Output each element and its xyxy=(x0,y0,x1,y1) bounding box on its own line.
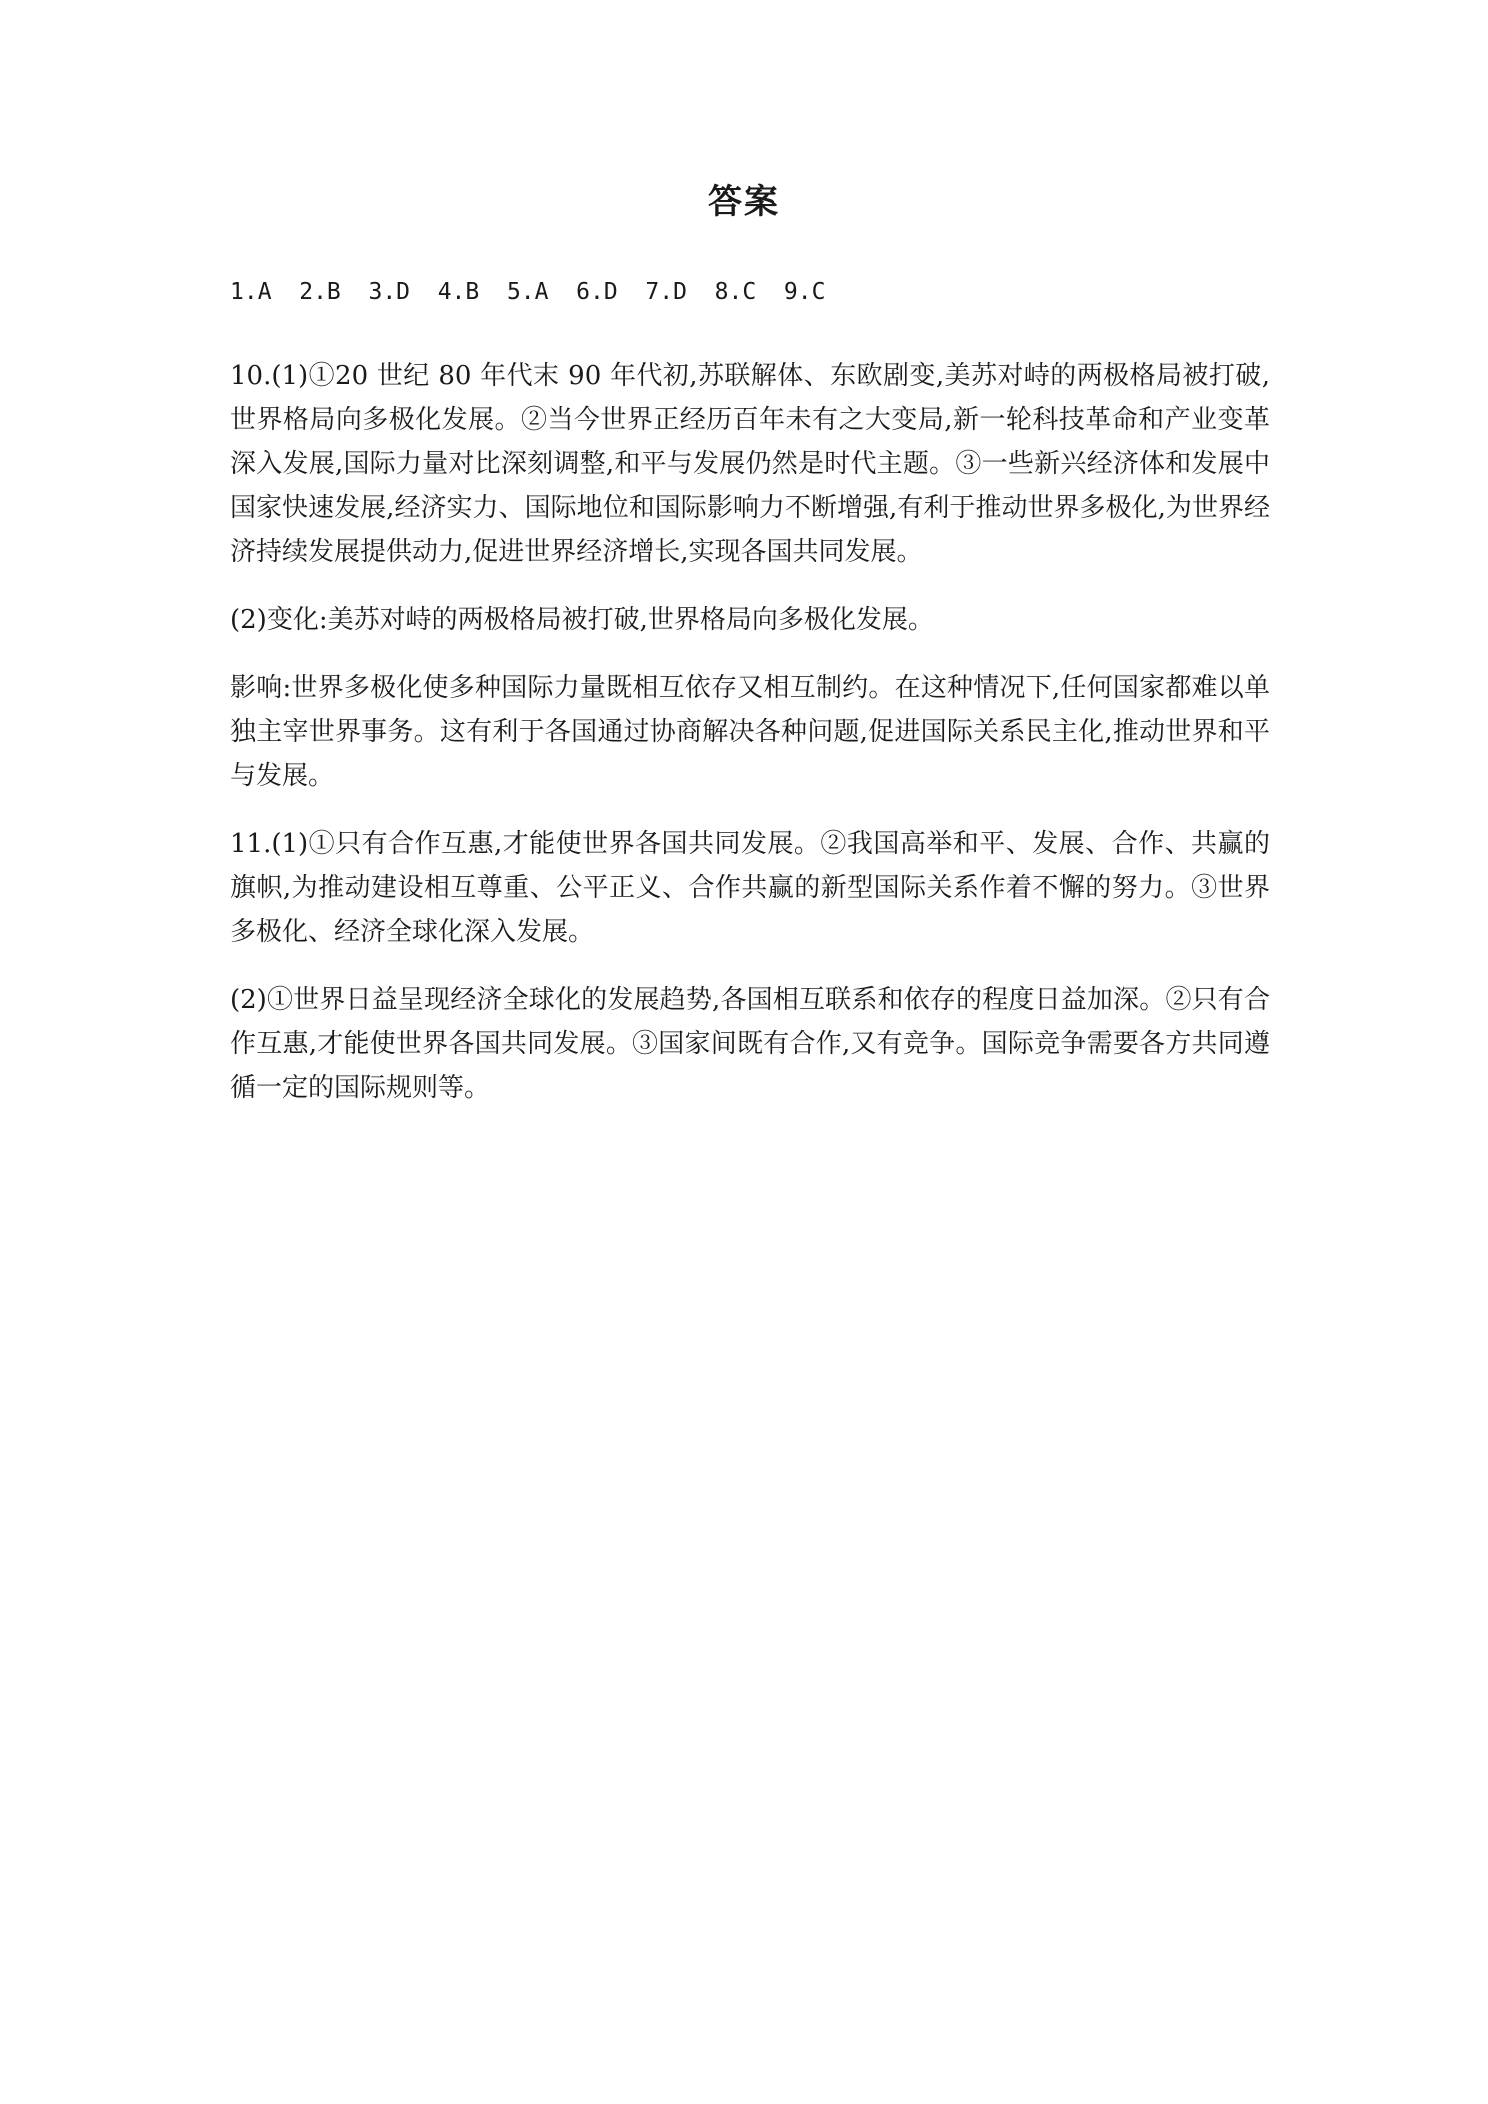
answer-11-part-2: (2)①世界日益呈现经济全球化的发展趋势,各国相互联系和依存的程度日益加深。②只有合作互惠,才能使世界各国共同发展。③国家间既有合作,又有竞争。国际竞争需要各方共同遵循一定的国际规则等。 xyxy=(230,985,1270,1103)
multiple-choice-answers: 1.A 2.B 3.D 4.B 5.A 6.D 7.D 8.C 9.C xyxy=(230,279,826,305)
answer-10-part-1: 10.(1)①20 世纪 80 年代末 90 年代初,苏联解体、东欧剧变,美苏对峙的两极格局被打破,世界格局向多极化发展。②当今世界正经历百年未有之大变局,新一轮科技革命和产业变革深入发展,国际力量对比深刻调整,和平与发展仍然是时代主题。③一些新兴经济体和发展中国家快速发展,经济实力、国际地位和国际影响力不断增强,有利于推动世界多极化,为世界经济持续发展提供动力,促进世界经济增长,实现各国共同发展。 xyxy=(230,361,1270,567)
answer-content xyxy=(230,270,1270,1134)
answer-10-part-2-change: (2)变化:美苏对峙的两极格局被打破,世界格局向多极化发展。 xyxy=(230,605,934,635)
answer-11-part-1: 11.(1)①只有合作互惠,才能使世界各国共同发展。②我国高举和平、发展、合作、共赢的旗帜,为推动建设相互尊重、公平正义、合作共赢的新型国际关系作着不懈的努力。③世界多极化、经济全球化深入发展。 xyxy=(230,829,1270,947)
answer-10-part-2-impact: 影响:世界多极化使多种国际力量既相互依存又相互制约。在这种情况下,任何国家都难以单独主宰世界事务。这有利于各国通过协商解决各种问题,促进国际关系民主化,推动世界和平与发展。 xyxy=(230,673,1270,791)
page-title: 答案 xyxy=(708,182,780,222)
